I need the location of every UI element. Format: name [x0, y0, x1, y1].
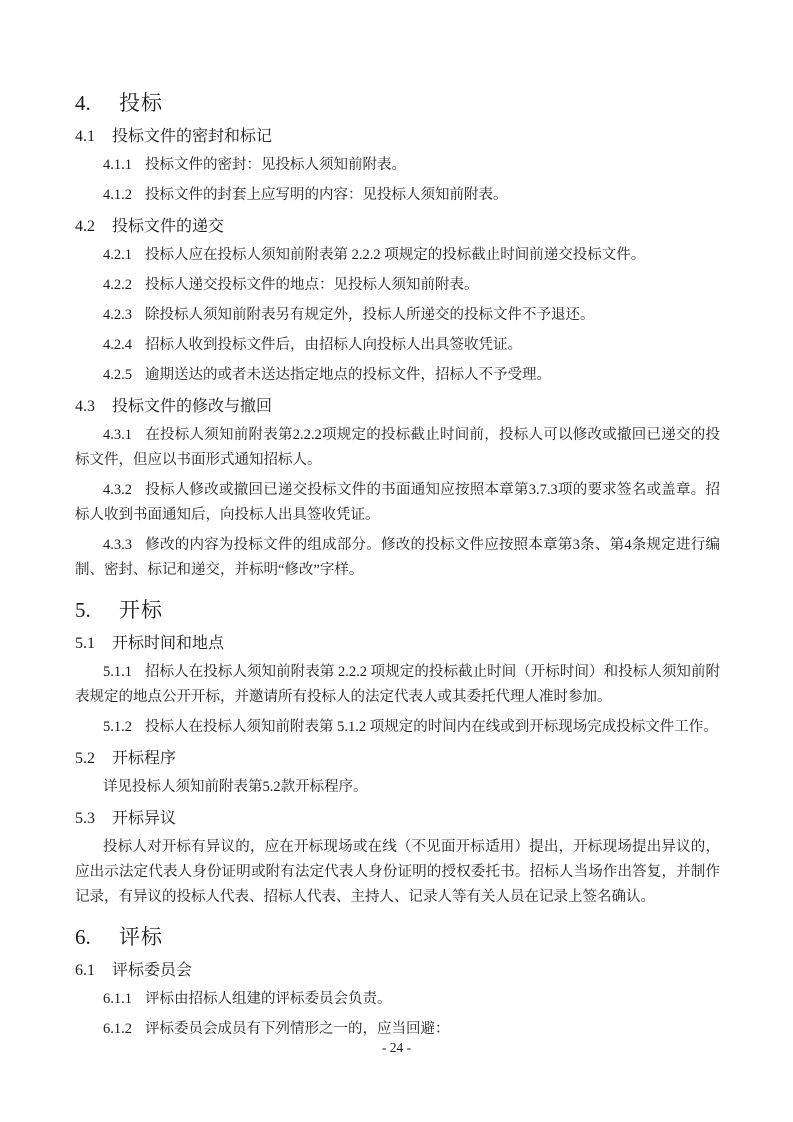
- clause-number: 5.: [75, 598, 91, 622]
- subsection-heading: [75, 960, 720, 982]
- clause-number: 4.2.5: [103, 367, 132, 383]
- subsection-heading: [75, 808, 720, 830]
- clause-number: 4.2.1: [103, 247, 132, 263]
- clause-number: 5.1: [75, 635, 95, 652]
- subsection-heading: [75, 216, 720, 238]
- block-text: 投标文件的修改与撤回: [112, 398, 273, 415]
- section-heading: [75, 595, 720, 625]
- block-text: 开标程序: [112, 750, 177, 767]
- clause-number: 5.1.1: [103, 664, 132, 680]
- clause-number: 5.2: [75, 750, 95, 767]
- section-heading: [75, 922, 720, 952]
- document-body: [75, 88, 720, 1047]
- numbered-paragraph: [75, 533, 720, 583]
- block-text: 在投标人须知前附表第2.2.2项规定的投标截止时间前，投标人可以修改或撤回已递交的投标文件，但应以书面形式通知招标人。: [75, 427, 720, 468]
- block-text: 投标人修改或撤回已递交投标文件的书面通知应按照本章第3.7.3项的要求签名或盖章。招标人收到书面通知后，向投标人出具签收凭证。: [75, 482, 720, 523]
- block-text: 投标人应在投标人须知前附表第 2.2.2 项规定的投标截止时间前递交投标文件。: [145, 247, 646, 263]
- clause-number: 4.: [75, 91, 91, 115]
- clause-number: 4.3.3: [103, 537, 132, 553]
- numbered-clause: [75, 303, 720, 328]
- numbered-clause: [75, 333, 720, 358]
- block-text: 评标: [119, 925, 163, 949]
- page-number: - 24 -: [381, 1040, 412, 1055]
- block-text: 开标异议: [112, 810, 177, 827]
- numbered-clause: [75, 183, 720, 208]
- block-text: 投标人在投标人须知前附表第 5.1.2 项规定的时间内在线或到开标现场完成投标文件工作。: [145, 719, 718, 735]
- clause-number: 4.2.2: [103, 277, 132, 293]
- clause-number: 6.: [75, 925, 91, 949]
- clause-number: 4.3.1: [103, 427, 132, 443]
- numbered-clause: [75, 715, 720, 740]
- clause-number: 4.2: [75, 218, 95, 235]
- clause-number: 5.3: [75, 810, 95, 827]
- subsection-heading: [75, 126, 720, 148]
- clause-number: 4.3.2: [103, 482, 132, 498]
- subsection-heading: [75, 633, 720, 655]
- numbered-paragraph: [75, 478, 720, 528]
- numbered-paragraph: [75, 423, 720, 473]
- clause-number: 4.1.2: [103, 187, 132, 203]
- block-text: 投标文件的封套上应写明的内容：见投标人须知前附表。: [145, 187, 508, 203]
- numbered-clause: [75, 273, 720, 298]
- clause-number: 6.1.2: [103, 1021, 132, 1037]
- block-text: 投标文件的密封：见投标人须知前附表。: [145, 157, 406, 173]
- numbered-paragraph: [75, 660, 720, 710]
- numbered-clause: [75, 1017, 720, 1042]
- block-text: 开标: [119, 598, 163, 622]
- paragraph: [75, 835, 720, 910]
- block-text: 详见投标人须知前附表第5.2款开标程序。: [103, 779, 368, 795]
- block-text: 投标人对开标有异议的，应在开标现场或在线（不见面开标适用）提出，开标现场提出异议的，应出示法定代表人身份证明或附有法定代表人身份证明的授权委托书。招标人当场作出答复，并制作记录，有异议的投标人代表、招标人代表、主持人、记录人等有关人员在记录上签名确认。: [75, 839, 720, 905]
- block-text: 逾期送达的或者未送达指定地点的投标文件，招标人不予受理。: [145, 367, 551, 383]
- section-heading: [75, 88, 720, 118]
- clause-number: 4.2.3: [103, 307, 132, 323]
- block-text: 招标人在投标人须知前附表第 2.2.2 项规定的投标截止时间（开标时间）和投标人须知前附表规定的地点公开开标，并邀请所有投标人的法定代表人或其委托代理人准时参加。: [75, 664, 720, 705]
- block-text: 投标: [119, 91, 163, 115]
- paragraph: [75, 775, 720, 800]
- clause-number: 4.3: [75, 398, 95, 415]
- numbered-clause: [75, 243, 720, 268]
- clause-number: 4.1: [75, 128, 95, 145]
- clause-number: 4.2.4: [103, 337, 132, 353]
- subsection-heading: [75, 748, 720, 770]
- clause-number: 6.1: [75, 962, 95, 979]
- block-text: 除投标人须知前附表另有规定外，投标人所递交的投标文件不予退还。: [145, 307, 595, 323]
- block-text: 投标文件的密封和标记: [112, 128, 273, 145]
- block-text: 投标文件的递交: [112, 218, 225, 235]
- clause-number: 5.1.2: [103, 719, 132, 735]
- block-text: 招标人收到投标文件后，由招标人向投标人出具签收凭证。: [145, 337, 522, 353]
- block-text: 评标委员会: [112, 962, 193, 979]
- block-text: 开标时间和地点: [112, 635, 225, 652]
- clause-number: 4.1.1: [103, 157, 132, 173]
- subsection-heading: [75, 396, 720, 418]
- clause-number: 6.1.1: [103, 991, 132, 1007]
- numbered-clause: [75, 987, 720, 1012]
- block-text: 修改的内容为投标文件的组成部分。修改的投标文件应按照本章第3条、第4条规定进行编制、密封、标记和递交，并标明“修改”字样。: [75, 537, 720, 578]
- block-text: 评标由招标人组建的评标委员会负责。: [145, 991, 392, 1007]
- block-text: 评标委员会成员有下列情形之一的，应当回避：: [145, 1021, 450, 1037]
- block-text: 投标人递交投标文件的地点：见投标人须知前附表。: [145, 277, 479, 293]
- numbered-clause: [75, 363, 720, 388]
- numbered-clause: [75, 153, 720, 178]
